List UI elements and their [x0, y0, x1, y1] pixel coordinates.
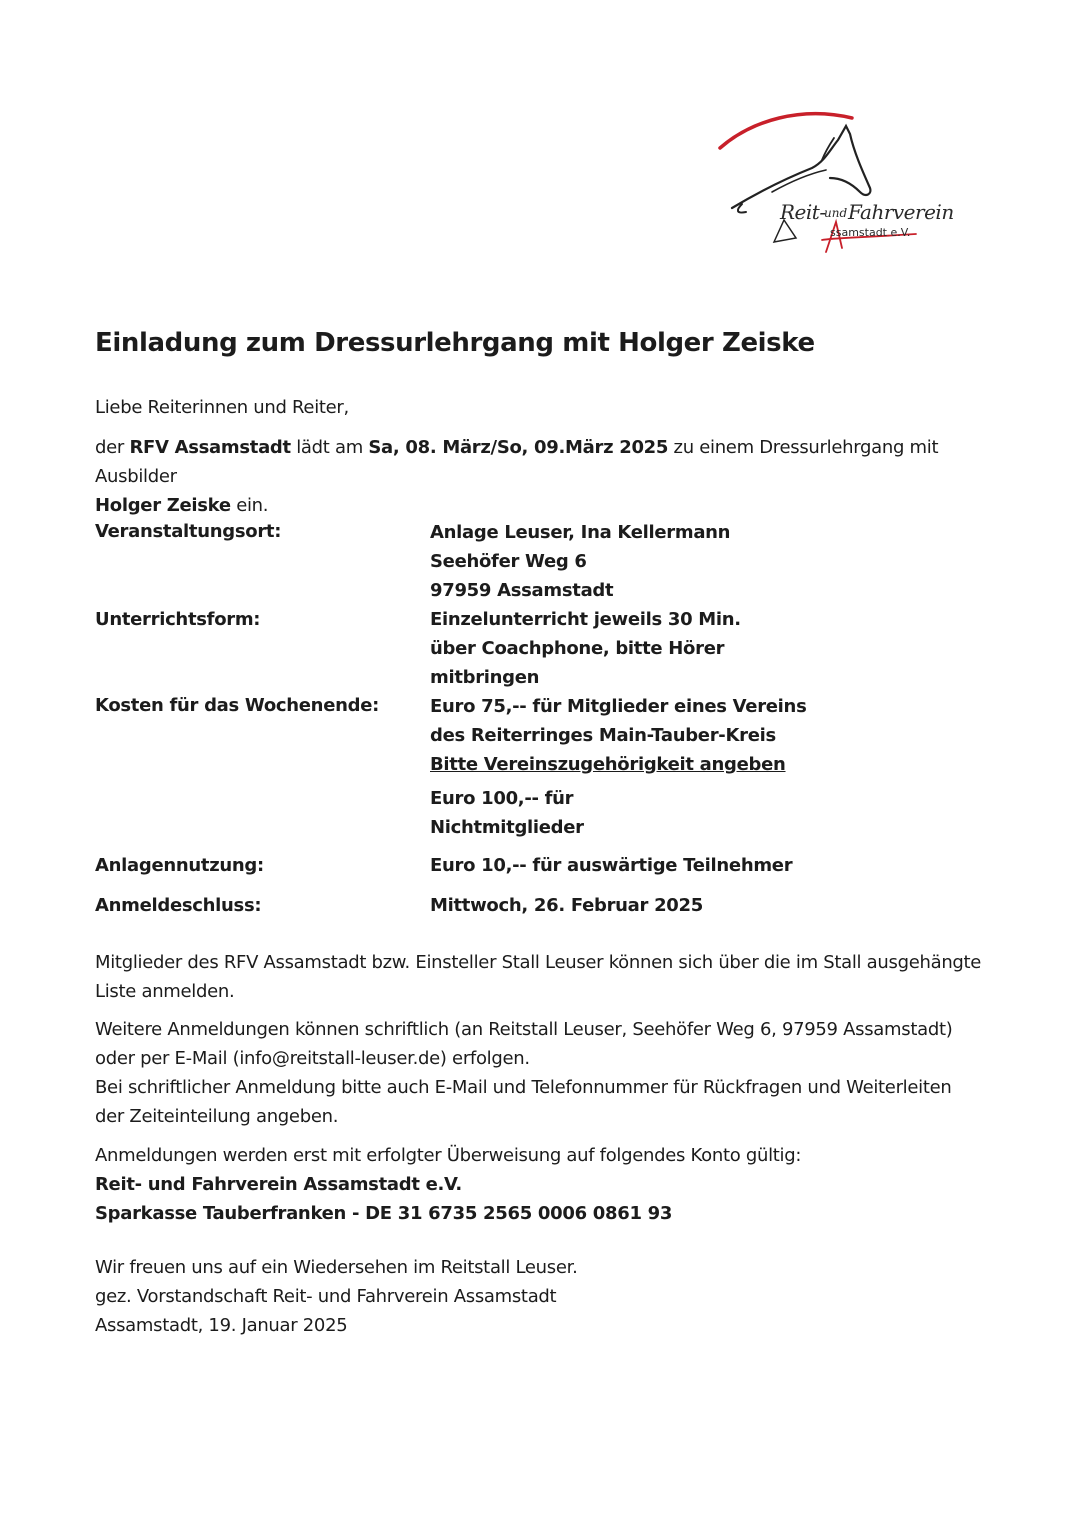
cost-value-nonmembers [430, 784, 584, 842]
cost-label: Kosten für das Wochenende: [95, 695, 380, 716]
closing-line: Wir freuen uns auf ein Wiedersehen im Reitstall Leuser. [95, 1257, 578, 1278]
logo-subtitle: ssamstadt e.V. [830, 226, 911, 239]
paragraph-line: Liste anmelden. [95, 981, 235, 1002]
intro-text: zu einem Dressurlehrgang mit Ausbilder [95, 437, 939, 487]
logo-text-fahrverein: Fahrverein [848, 200, 954, 224]
greeting: Liebe Reiterinnen und Reiter, [95, 397, 349, 418]
paragraph-line: Weitere Anmeldungen können schriftlich (an Reitstall Leuser, Seehöfer Weg 6, 97959 Assamstadt) [95, 1019, 953, 1040]
account-iban: Sparkasse Tauberfranken - DE 31 6735 2565 0006 0861 93 [95, 1203, 673, 1224]
venue-line: Seehöfer Weg 6 [430, 551, 587, 572]
page-title: Einladung zum Dressurlehrgang mit Holger Zeiske [95, 328, 815, 358]
format-line: Einzelunterricht jeweils 30 Min. [430, 609, 741, 630]
cost-note: Bitte Vereinszugehörigkeit angeben [430, 754, 786, 775]
logo-text-und: und [824, 206, 848, 220]
facility-label: Anlagennutzung: [95, 855, 264, 876]
cost-line: des Reiterringes Main-Tauber-Kreis [430, 725, 776, 746]
intro-text: ein. [230, 495, 269, 516]
deadline-label: Anmeldeschluss: [95, 895, 262, 916]
intro-trainer: Holger Zeiske [95, 495, 231, 516]
logo-text-reit: Reit- [780, 200, 826, 224]
intro-paragraph [95, 433, 995, 520]
deadline-value: Mittwoch, 26. Februar 2025 [430, 895, 703, 916]
intro-dates: Sa, 08. März/So, 09.März 2025 [368, 437, 669, 458]
cost-line: Nichtmitglieder [430, 817, 584, 838]
payment-paragraph [95, 1141, 801, 1228]
paragraph-line: der Zeiteinteilung angeben. [95, 1106, 339, 1127]
cost-line: Euro 75,-- für Mitglieder eines Vereins [430, 696, 807, 717]
facility-value: Euro 10,-- für auswärtige Teilnehmer [430, 855, 793, 876]
registration-paragraph [95, 1015, 952, 1131]
paragraph-line: Bei schriftlicher Anmeldung bitte auch E-Mail und Telefonnummer für Rückfragen und Weiterleiten [95, 1077, 952, 1098]
closing-line: gez. Vorstandschaft Reit- und Fahrverein Assamstadt [95, 1286, 557, 1307]
paragraph-line: oder per E-Mail (info@reitstall-leuser.de) erfolgen. [95, 1048, 530, 1069]
format-line: über Coachphone, bitte Hörer [430, 638, 725, 659]
payment-line: Anmeldungen werden erst mit erfolgter Überweisung auf folgendes Konto gültig: [95, 1145, 802, 1166]
club-logo [712, 100, 952, 270]
format-value [430, 605, 741, 692]
cost-line: Euro 100,-- für [430, 788, 574, 809]
format-label: Unterrichtsform: [95, 609, 261, 630]
horse-logo-icon [712, 100, 952, 270]
intro-text: lädt am [290, 437, 369, 458]
paragraph-line: Mitglieder des RFV Assamstadt bzw. Einsteller Stall Leuser können sich über die im Stall ausgehängte [95, 952, 982, 973]
closing-line: Assamstadt, 19. Januar 2025 [95, 1315, 348, 1336]
format-line: mitbringen [430, 667, 540, 688]
intro-text: der [95, 437, 130, 458]
cost-value [430, 692, 806, 779]
venue-line: 97959 Assamstadt [430, 580, 614, 601]
venue-value [430, 518, 730, 605]
venue-label: Veranstaltungsort: [95, 521, 282, 542]
members-paragraph [95, 948, 981, 1006]
account-name: Reit- und Fahrverein Assamstadt e.V. [95, 1174, 462, 1195]
intro-club: RFV Assamstadt [129, 437, 291, 458]
closing-paragraph [95, 1253, 578, 1340]
venue-line: Anlage Leuser, Ina Kellermann [430, 522, 731, 543]
